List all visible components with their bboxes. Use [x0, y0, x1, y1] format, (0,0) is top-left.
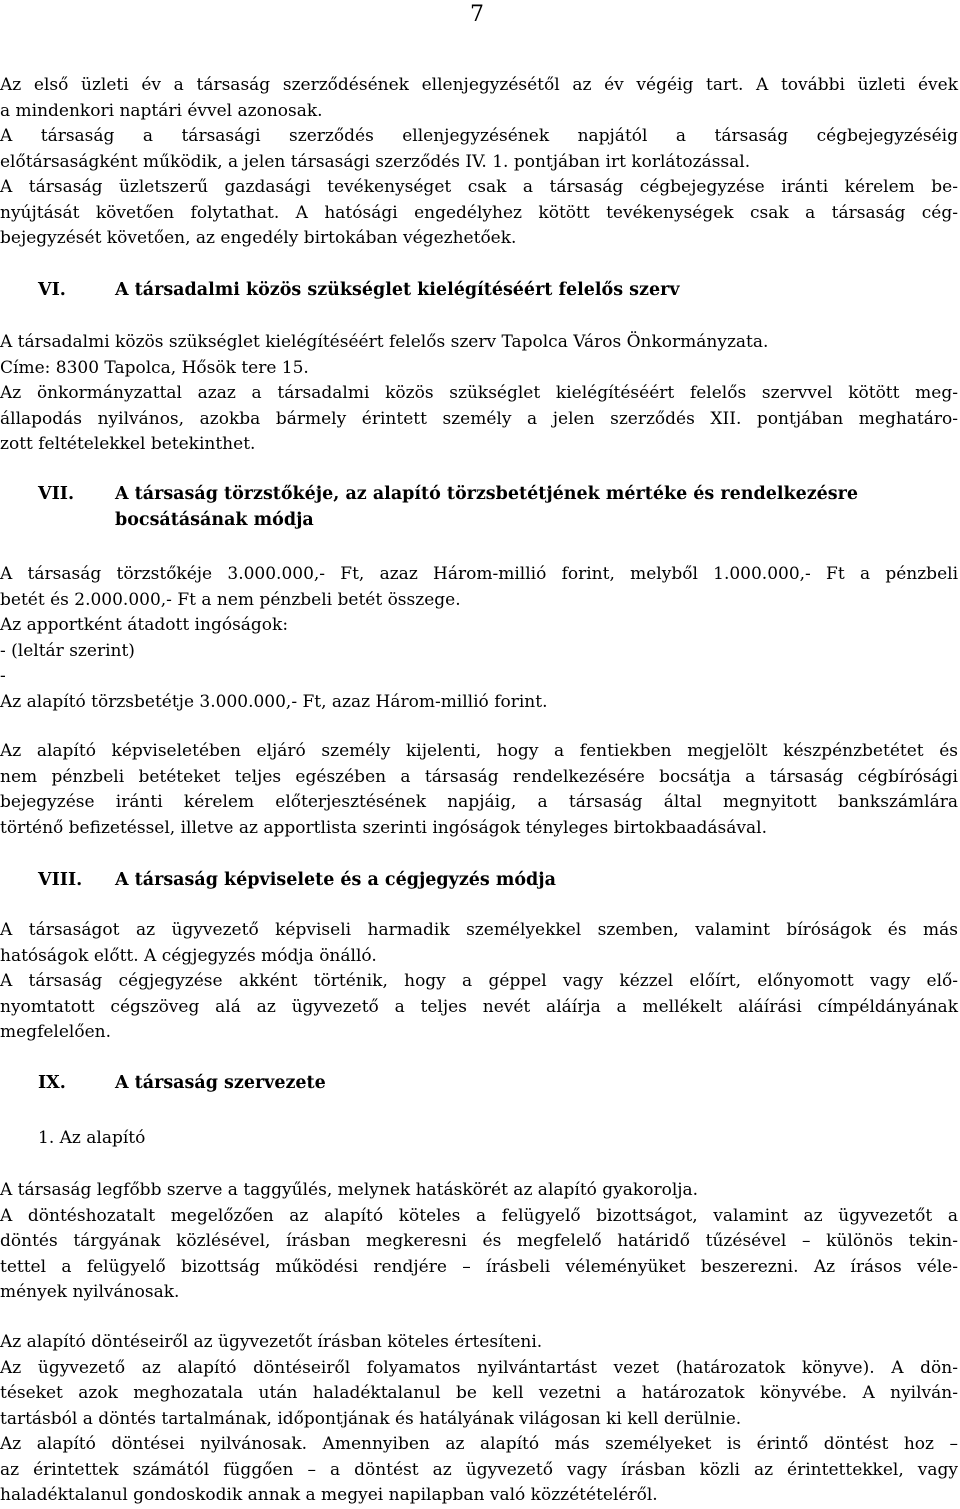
- text-line: haladéktalanul gondoskodik annak a megyei napilapban való közzétételéről.: [0, 1485, 658, 1505]
- text-line: állapodás nyilvános, azokba bármely érintett személy a jelen szerződés XII. pontjában meghatáro-: [0, 408, 958, 429]
- section-number: IX.: [38, 1073, 66, 1093]
- text-line: Az apportként átadott ingóságok:: [0, 615, 289, 635]
- text-line: bejegyzése iránti kérelem előterjesztésének napjáig, a társaság által megnyitott bankszámlára: [0, 792, 958, 812]
- text-line: a mindenkori naptári évvel azonosak.: [0, 100, 323, 121]
- section-number: VIII.: [38, 870, 83, 890]
- text-line: megfelelően.: [0, 1022, 111, 1042]
- text-line: az érintettek számától függően – a döntést az ügyvezető vagy írásban közli az érintettekkel, vagy: [0, 1459, 958, 1480]
- text-line: A társaság cégjegyzése akként történik, hogy a géppel vagy kézzel előírt, előnyomott vagy elő-: [0, 971, 958, 991]
- text-line: A társadalmi közös szükséglet kielégítéséért felelős szerv Tapolca Város Önkormányzata.: [0, 332, 769, 352]
- text-line: - (leltár szerint): [0, 640, 135, 661]
- text-line: A társaságot az ügyvezető képviseli harmadik személyekkel szemben, valamint bíróságok és más: [0, 920, 958, 940]
- text-line: mények nyilvánosak.: [0, 1282, 180, 1302]
- section-title: A társaság képviselete és a cégjegyzés módja: [115, 870, 556, 890]
- text-line: bejegyzését követően, az engedély birtokában végezhetőek.: [0, 228, 517, 248]
- section-number: VII.: [38, 484, 75, 504]
- text-line: történő befizetéssel, illetve az apportlista szerinti ingóságok tényleges birtokbaadásával.: [0, 817, 767, 838]
- section-title: A társaság szervezete: [115, 1073, 326, 1093]
- text-line: Címe: 8300 Tapolca, Hősök tere 15.: [0, 357, 309, 378]
- text-line: Az alapító döntései nyilvánosak. Amennyiben az alapító más személyeket is érintő döntést hoz –: [0, 1434, 958, 1454]
- text-line: téseket azok meghozatala után haladéktalanul be kell vezetni a határozatok könyvébe. A nyilván-: [0, 1383, 958, 1403]
- text-line: A társaság a társasági szerződés ellenjegyzésének napjától a társaság cégbejegyzéséig: [0, 126, 958, 146]
- text-line: előtársaságként működik, a jelen társasági szerződés IV. 1. pontjában irt korlátozással.: [0, 151, 751, 172]
- text-line: betét és 2.000.000,- Ft a nem pénzbeli betét összege.: [0, 589, 461, 610]
- text-line: tettel a felügyelő bizottság működési rendjére – írásbeli véleményüket beszerezni. Az írásos véle-: [0, 1256, 958, 1277]
- text-line: hatóságok előtt. A cégjegyzés módja önálló.: [0, 945, 377, 966]
- text-line: tartásból a döntés tartalmának, időpontjának és hatályának világosan ki kell derülnie.: [0, 1408, 742, 1429]
- text-line: A társaság üzletszerű gazdasági tevékenységet csak a társaság cégbejegyzése iránti kérelem be-: [0, 177, 958, 197]
- text-line: Az ügyvezető az alapító döntéseiről folyamatos nyilvántartást vezet (határozatok könyve). A dön-: [0, 1357, 958, 1378]
- section-title: A társaság törzstőkéje, az alapító törzsbetétjének mértéke és rendelkezésre: [115, 484, 859, 504]
- text-line: Az alapító döntéseiről az ügyvezetőt írásban köteles értesíteni.: [0, 1332, 543, 1352]
- text-line: nem pénzbeli betéteket teljes egészében a társaság rendelkezésére bocsátja a társaság cégbírósági: [0, 766, 958, 787]
- text-line: A társaság legfőbb szerve a taggyűlés, melynek hatáskörét az alapító gyakorolja.: [0, 1180, 699, 1200]
- text-line: nyomtatott cégszöveg alá az ügyvezető a teljes nevét aláírja a mellékelt aláírási címpéldányának: [0, 996, 958, 1017]
- text-line: nyújtását követően folytathat. A hatósági engedélyhez kötött tevékenységek csak a társaság cég-: [0, 202, 958, 223]
- text-line: A döntéshozatalt megelőzően az alapító köteles a felügyelő bizottságot, valamint az ügyvezetőt a: [0, 1205, 958, 1226]
- text-line: Az első üzleti év a társaság szerződésének ellenjegyzésétől az év végéig tart. A további üzleti évek: [0, 75, 958, 95]
- subsection-heading: 1. Az alapító: [38, 1128, 146, 1148]
- text-line: Az alapító képviseletében eljáró személy kijelenti, hogy a fentiekben megjelölt készpénzbetétet és: [0, 741, 958, 761]
- section-title: A társadalmi közös szükséglet kielégítéséért felelős szerv: [115, 280, 680, 300]
- section-title-continued: bocsátásának módja: [115, 510, 314, 530]
- text-line: zott feltételekkel betekinthet.: [0, 434, 256, 454]
- page-number: 7: [470, 2, 484, 27]
- text-line: -: [0, 666, 6, 686]
- text-line: A társaság törzstőkéje 3.000.000,- Ft, azaz Három-millió forint, melyből 1.000.000,- Ft a pénzbeli: [0, 564, 958, 584]
- section-number: VI.: [38, 280, 66, 300]
- text-line: Az alapító törzsbetétje 3.000.000,- Ft, azaz Három-millió forint.: [0, 691, 548, 712]
- text-line: döntés tárgyának közlésével, írásban megkeresni és megfelelő határidő tűzésével – különös tekin-: [0, 1231, 958, 1251]
- text-line: Az önkormányzattal azaz a társadalmi közös szükséglet kielégítéséért felelős szervvel kötött meg-: [0, 383, 958, 403]
